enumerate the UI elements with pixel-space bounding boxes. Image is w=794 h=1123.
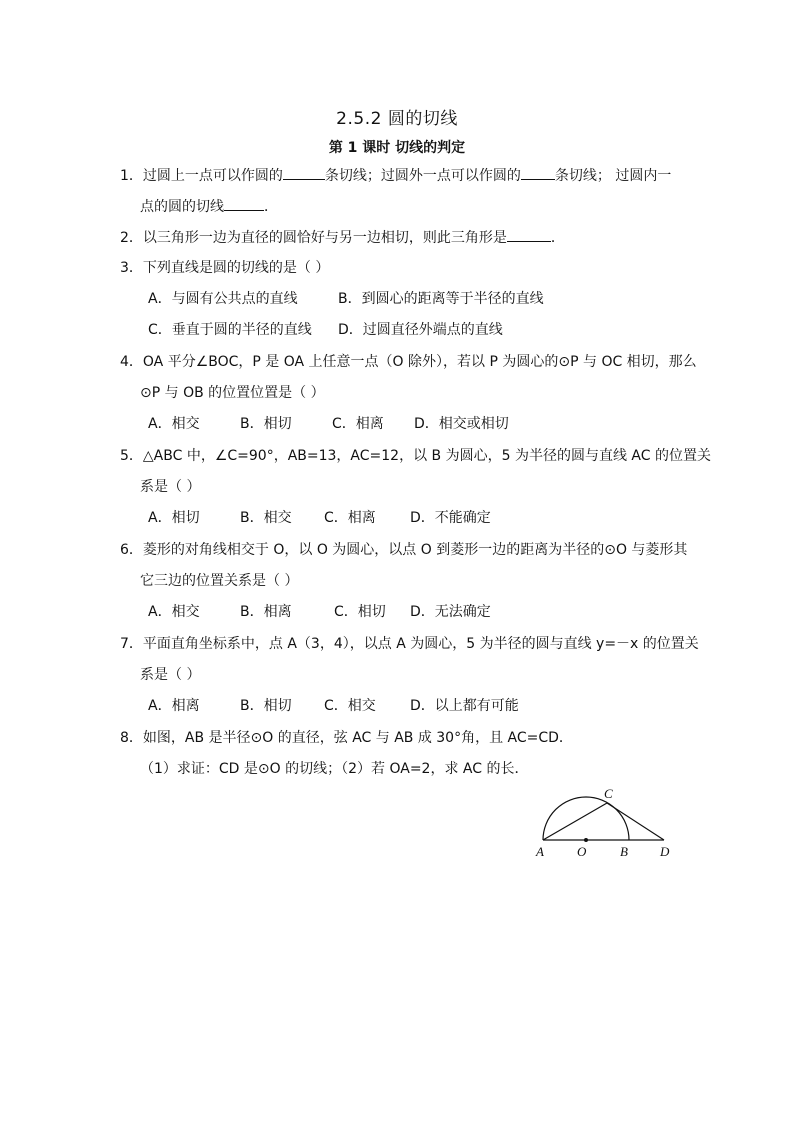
question-1-line-1 — [120, 165, 671, 186]
question-5-options — [148, 508, 491, 528]
q1-blank-1 — [283, 165, 325, 180]
q6-option-c: C．相切 — [334, 604, 386, 620]
question-5-stem-1: 5．△ABC 中，∠C=90°，AB=13，AC=12，以 B 为圆心，5 为半径的圆与直线 AC 的位置关 — [120, 448, 711, 464]
q3-option-a: A．与圆有公共点的直线 — [148, 291, 298, 307]
chord-ac — [543, 803, 607, 840]
q2-text-1: 2．以三角形一边为直径的圆恰好与另一边相切，则此三角形是 — [120, 230, 507, 246]
q6-option-a: A．相交 — [148, 604, 200, 620]
question-3-stem: 3．下列直线是圆的切线的是（ ） — [120, 260, 330, 276]
question-4-options — [148, 414, 509, 434]
question-2 — [120, 227, 565, 248]
question-4-stem-2: ⊙P 与 OB 的位置位置是（ ） — [140, 385, 325, 401]
question-7-options — [148, 696, 519, 716]
label-b: B — [620, 844, 628, 859]
q2-blank — [507, 227, 551, 242]
q1-text-5: ． — [264, 199, 278, 215]
label-c: C — [604, 786, 613, 801]
question-7-stem-2: 系是（ ） — [140, 667, 201, 683]
q4-option-b: B．相切 — [240, 416, 292, 432]
q3-option-b: B．到圆心的距离等于半径的直线 — [338, 291, 544, 307]
question-1-line-2 — [140, 196, 278, 217]
question-4-stem-1: 4．OA 平分∠BOC，P 是 OA 上任意一点（O 除外），若以 P 为圆心的⊙P 与 OC 相切，那么 — [120, 354, 697, 370]
q3-option-c: C．垂直于圆的半径的直线 — [148, 322, 312, 338]
q2-text-2: ． — [550, 230, 565, 246]
question-8-subquestions: （1）求证：CD 是⊙O 的切线；（2）若 OA=2，求 AC 的长． — [140, 761, 529, 777]
label-o: O — [577, 844, 587, 859]
geometry-figure — [532, 762, 682, 862]
q6-option-d: D．无法确定 — [410, 604, 491, 620]
page-subtitle: 第 1 课时 切线的判定 — [328, 140, 466, 156]
label-a: A — [536, 844, 544, 859]
question-6-stem-2: 它三边的位置关系是（ ） — [140, 573, 299, 589]
q6-option-b: B．相离 — [240, 604, 292, 620]
question-3-options-row-2 — [148, 320, 503, 340]
q5-option-a: A．相切 — [148, 510, 200, 526]
q5-option-b: B．相交 — [240, 510, 292, 526]
center-point-o — [584, 838, 588, 842]
q3-option-d: D．过圆直径外端点的直线 — [338, 322, 503, 338]
q1-text-3: 条切线； 过圆内一 — [554, 168, 672, 184]
question-8-stem: 8．如图，AB 是半径⊙O 的直径，弦 AC 与 AB 成 30°角，且 AC=CD． — [120, 730, 573, 746]
tangent-cd — [607, 803, 664, 840]
q7-option-b: B．相切 — [240, 698, 292, 714]
q7-option-d: D．以上都有可能 — [410, 698, 519, 714]
question-5-stem-2: 系是（ ） — [140, 479, 201, 495]
q7-option-a: A．相离 — [148, 698, 200, 714]
question-6-options — [148, 602, 491, 622]
q1-blank-3 — [224, 196, 264, 211]
label-d: D — [660, 844, 670, 859]
question-6-stem-1: 6．菱形的对角线相交于 O，以 O 为圆心，以点 O 到菱形一边的距离为半径的⊙O 与菱形其 — [120, 542, 688, 558]
semicircle-arc — [543, 797, 629, 840]
q1-blank-2 — [521, 165, 555, 180]
q7-option-c: C．相交 — [324, 698, 376, 714]
q4-option-d: D．相交或相切 — [414, 416, 509, 432]
q1-text-4: 点的圆的切线 — [140, 199, 224, 215]
q5-option-d: D．不能确定 — [410, 510, 491, 526]
q1-text-1: 1．过圆上一点可以作圆的 — [120, 168, 283, 184]
q4-option-c: C．相离 — [332, 416, 384, 432]
page-title: 2.5.2 圆的切线 — [336, 109, 458, 129]
question-7-stem-1: 7．平面直角坐标系中，点 A（3，4），以点 A 为圆心，5 为半径的圆与直线 y=－x 的位置关 — [120, 636, 699, 652]
q4-option-a: A．相交 — [148, 416, 200, 432]
q1-text-2: 条切线；过圆外一点可以作圆的 — [324, 168, 521, 184]
q5-option-c: C．相离 — [324, 510, 376, 526]
question-3-options-row-1 — [148, 289, 544, 309]
